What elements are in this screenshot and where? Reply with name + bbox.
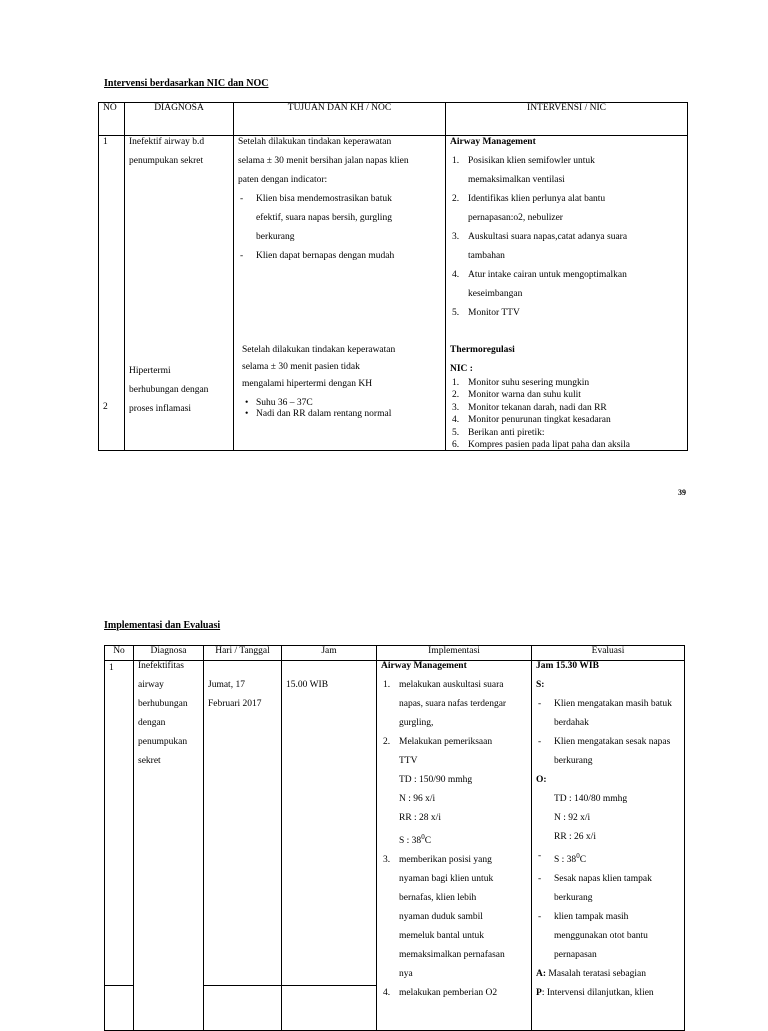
cell-tujuan (234, 136, 446, 451)
vital-line: S : $38^0C$ (399, 833, 432, 847)
eval-line: - klien tampak masih (554, 912, 629, 923)
diagnosa-line: airway (138, 680, 164, 690)
intervensi-subtitle: NIC : (450, 364, 473, 374)
intervensi-line: memaksimalkan ventilasi (468, 175, 565, 185)
list-item (536, 908, 680, 965)
impl-line: melakukan pemberian O2 (399, 988, 498, 999)
row2-no: 2 (103, 402, 108, 412)
section-title-intervensi: Intervensi berdasarkan NIC dan NOC (104, 78, 269, 89)
vital-line: RR : 26 x/i (554, 832, 596, 842)
vital-line: N : 96 x/i (399, 794, 436, 804)
col-header-tanggal: Hari / Tanggal (204, 646, 282, 661)
eval-s-label: S: (536, 680, 545, 690)
eval-p: P: Intervensi dilanjutkan, klien (536, 988, 654, 999)
col-header-intervensi: INTERVENSI / NIC (446, 103, 688, 136)
list-item: 6. Kompres pasien pada lipat paha dan aksila (452, 440, 630, 451)
cell-diagnosa (134, 661, 204, 1031)
tujuan-line: Setelah dilakukan tindakan keperawatan (242, 345, 396, 355)
implementasi-table (104, 645, 685, 1031)
impl-line: memaksimalkan pernafasan (399, 950, 505, 961)
cell-no (99, 136, 125, 451)
intervensi-line: pernapasan:o2, nebulizer (468, 213, 563, 223)
row2-diagnosa (129, 362, 208, 419)
impl-line: nya (399, 969, 413, 980)
intervensi-line: Posisikan klien semifowler untuk (468, 156, 595, 166)
col-header-tujuan: TUJUAN DAN KH / NOC (234, 103, 446, 136)
tujuan-item-line: - Klien bisa mendemostrasikan batuk (256, 194, 392, 204)
list-item: 4. Atur intake cairan untuk mengoptimalkan keseimbangan (450, 266, 686, 304)
list-item: 1. Posisikan klien semifowler untuk memaksimalkan ventilasi (450, 152, 686, 190)
cell-evaluasi (532, 661, 685, 1031)
list-item: 4. melakukan pemberian O2 (381, 984, 527, 1003)
row1-diagnosa (129, 133, 204, 171)
col-header-diagnosa: DIAGNOSA (125, 103, 234, 136)
tanggal-line: Jumat, 17 (208, 680, 245, 690)
eval-line: pernapasan (554, 950, 597, 961)
tujuan-line: mengalami hipertermi dengan KH (242, 379, 373, 389)
diagnosa-line: berhubungan (138, 699, 188, 709)
list-item: 3. Auskultasi suara napas,catat adanya suara tambahan (450, 228, 686, 266)
cell-jam (282, 661, 377, 1031)
row1-no: 1 (103, 137, 108, 147)
list-item: 1. melakukan auskultasi suara napas, suara nafas terdengar gurgling, (381, 676, 527, 733)
intervensi-title: Thermoregulasi (450, 345, 515, 355)
eval-line: - Klien mengatakan masih batuk (554, 699, 672, 709)
table-row (105, 661, 685, 1031)
diagnosa-line: proses inflamasi (129, 404, 192, 414)
section-title-implementasi: Implementasi dan Evaluasi (104, 620, 221, 631)
list-item: 5. Monitor TTV (450, 304, 686, 323)
impl-line: nyaman bagi klien untuk (399, 874, 494, 885)
cell-implementasi (377, 661, 532, 1031)
cell-intervensi (446, 136, 688, 451)
vital-line: TD : 140/80 mmhg (554, 794, 628, 804)
list-item (238, 247, 443, 266)
col-header-no: No (105, 646, 134, 661)
intervensi-line: Monitor TTV (468, 308, 520, 318)
list-item: 1. Monitor suhu sesering mungkin (452, 378, 590, 388)
diagnosa-line: Inefektif airway b.d (129, 137, 205, 147)
col-header-no: NO (99, 103, 125, 136)
list-item (238, 190, 443, 247)
intervensi-line: Atur intake cairan untuk mengoptimalkan (468, 270, 627, 280)
eval-vitals (536, 790, 680, 847)
eval-o-label: O: (536, 775, 547, 785)
intervensi-line: Identifikas klien perlunya alat bantu (468, 194, 606, 204)
tujuan-line: selama ± 30 menit pasien tidak (242, 362, 360, 372)
impl-line: gurgling, (399, 718, 434, 728)
tujuan-item-line: - Klien dapat bernapas dengan mudah (256, 251, 395, 261)
table-header-row (99, 103, 688, 136)
diagnosa-line: Inefektifitas (138, 661, 184, 671)
jam-value: 15.00 WIB (286, 680, 329, 690)
diagnosa-line: sekret (138, 756, 161, 766)
list-item: 3. Monitor tekanan darah, nadi dan RR (452, 402, 607, 413)
impl-line: TTV (399, 756, 418, 766)
impl-line: napas, suara nafas terdengar (399, 699, 507, 709)
diagnosa-line: penumpukan (138, 737, 188, 747)
diagnosa-line: berhubungan dengan (129, 385, 209, 395)
list-item: 3. memberikan posisi yang nyaman bagi klien untuk bernafas, klien lebih nyaman duduk sambil memeluk bantal untuk memaksimalkan pernafasan nya (381, 851, 527, 984)
impl-line: memeluk bantal untuk (399, 931, 484, 942)
eval-line: menggunakan otot bantu (554, 931, 648, 942)
vital-line: RR : 28 x/i (399, 813, 441, 823)
list-item: 2. Identifikas klien perlunya alat bantu pernapasan:o2, nebulizer (450, 190, 686, 228)
list-item: • Suhu 36 – 37C (242, 398, 442, 409)
diagnosa-line: Hipertermi (129, 366, 171, 376)
list-item: • Nadi dan RR dalam rentang normal (242, 409, 442, 420)
cell-tanggal (204, 661, 282, 1031)
eval-line: berkurang (554, 893, 593, 904)
diagnosa-line: dengan (138, 718, 166, 728)
cell-diagnosa (125, 136, 234, 451)
cell-no (105, 661, 134, 1031)
eval-line: berkurang (554, 756, 593, 766)
vital-line: N : 92 x/i (554, 813, 591, 823)
row-no: 1 (109, 663, 114, 673)
list-item: 5. Berikan anti piretik: (452, 427, 545, 438)
eval-line: - Sesak napas klien tampak (554, 874, 652, 885)
intervensi-line: tambahan (468, 251, 505, 261)
impl-title: Airway Management (381, 661, 467, 671)
row1-tujuan (238, 133, 443, 266)
eval-a: A: Masalah teratasi sebagian (536, 969, 647, 980)
diagnosa-line: penumpukan sekret (129, 156, 204, 166)
intervensi-line: keseimbangan (468, 289, 523, 299)
impl-line: Melakukan pemeriksaan (399, 737, 493, 747)
col-header-evaluasi: Evaluasi (532, 646, 685, 661)
col-header-jam: Jam (282, 646, 377, 661)
list-item: 4. Monitor penurunan tingkat kesadaran (452, 415, 611, 426)
list-item: - S : $38^0C$ (536, 847, 680, 870)
tujuan-item-line: efektif, suara napas bersih, gurgling (256, 213, 392, 223)
row2-intervensi (450, 342, 686, 451)
vital-line: TD : 150/90 mmhg (399, 775, 473, 785)
table-row (99, 136, 688, 451)
impl-line: melakukan auskultasi suara (399, 680, 504, 690)
eval-line: - Klien mengatakan sesak napas (554, 737, 671, 747)
tanggal-line: Februari 2017 (208, 699, 262, 709)
list-item (536, 733, 680, 771)
impl-line: nyaman duduk sambil (399, 912, 483, 923)
tujuan-line: Setelah dilakukan tindakan keperawatan (238, 137, 392, 147)
col-header-diagnosa: Diagnosa (134, 646, 204, 661)
intervensi-table (98, 102, 688, 451)
tujuan-line: paten dengan indicator: (238, 175, 328, 185)
list-item: 2. Monitor warna dan suhu kulit (452, 390, 581, 401)
impl-line: memberikan posisi yang (399, 855, 492, 866)
intervensi-title: Airway Management (450, 137, 536, 147)
tujuan-item-line: berkurang (256, 232, 295, 242)
row1-intervensi (450, 133, 686, 323)
eval-jam: Jam 15.30 WIB (536, 661, 599, 671)
impl-vitals (381, 771, 527, 851)
intervensi-line: Auskultasi suara napas,catat adanya suara (468, 232, 628, 242)
tujuan-line: selama ± 30 menit bersihan jalan napas klien (238, 156, 409, 166)
list-item: 2. Melakukan pemeriksaan TTV (381, 733, 527, 771)
col-header-implementasi: Implementasi (377, 646, 532, 661)
row2-tujuan (242, 342, 442, 420)
page-number: 39 (678, 488, 686, 497)
impl-line: bernafas, klien lebih (399, 893, 477, 904)
eval-line: berdahak (554, 718, 589, 728)
list-item (536, 695, 680, 733)
list-item (536, 870, 680, 908)
